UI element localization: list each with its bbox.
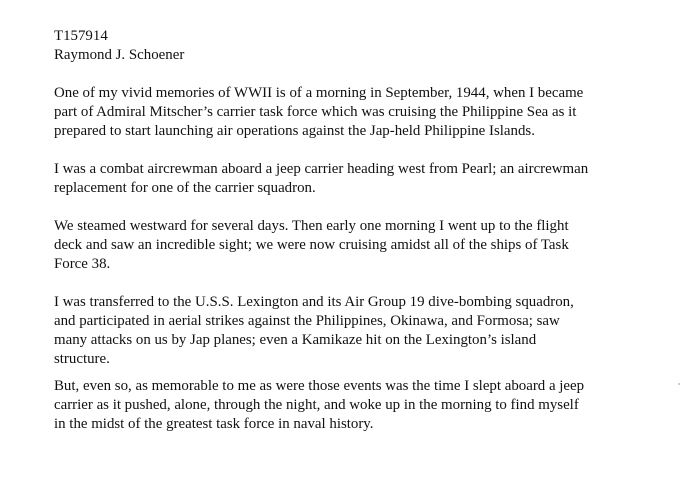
paragraph-4 <box>54 293 574 369</box>
paragraph-1 <box>54 84 583 141</box>
paragraph-line: prepared to start launching air operations against the Jap-held Philippine Islands. <box>54 123 535 139</box>
paragraph-line: deck and saw an incredible sight; we were now cruising amidst all of the ships of Task <box>54 237 569 253</box>
paragraph-line: part of Admiral Mitscher’s carrier task force which was cruising the Philippine Sea as it <box>54 104 577 120</box>
paragraph-2 <box>54 160 588 198</box>
paragraph-line: many attacks on us by Jap planes; even a Kamikaze hit on the Lexington’s island <box>54 332 537 348</box>
paragraph-line: I was a combat aircrewman aboard a jeep carrier heading west from Pearl; an aircrewman <box>54 161 589 177</box>
paragraph-line: One of my vivid memories of WWII is of a morning in September, 1944, when I became <box>54 85 584 101</box>
paragraph-line: We steamed westward for several days. Then early one morning I went up to the flight <box>54 218 569 234</box>
paragraph-line: I was transferred to the U.S.S. Lexington and its Air Group 19 dive-bombing squadron, <box>54 294 574 310</box>
paragraph-3 <box>54 217 569 274</box>
paragraph-line: Force 38. <box>54 256 111 272</box>
paragraph-line: carrier as it pushed, alone, through the night, and woke up in the morning to find myself <box>54 397 579 413</box>
document-id: T157914 <box>54 28 108 44</box>
author-name: Raymond J. Schoener <box>54 47 185 63</box>
paragraph-line: But, even so, as memorable to me as were those events was the time I slept aboard a jeep <box>54 378 585 394</box>
paragraph-5 <box>54 377 584 434</box>
document-header <box>54 27 184 65</box>
paragraph-line: in the midst of the greatest task force in naval history. <box>54 416 374 432</box>
paragraph-line: structure. <box>54 351 110 367</box>
paragraph-line: and participated in aerial strikes against the Philippines, Okinawa, and Formosa; saw <box>54 313 560 329</box>
paragraph-line: replacement for one of the carrier squadron. <box>54 180 316 196</box>
scan-speck <box>678 383 680 385</box>
